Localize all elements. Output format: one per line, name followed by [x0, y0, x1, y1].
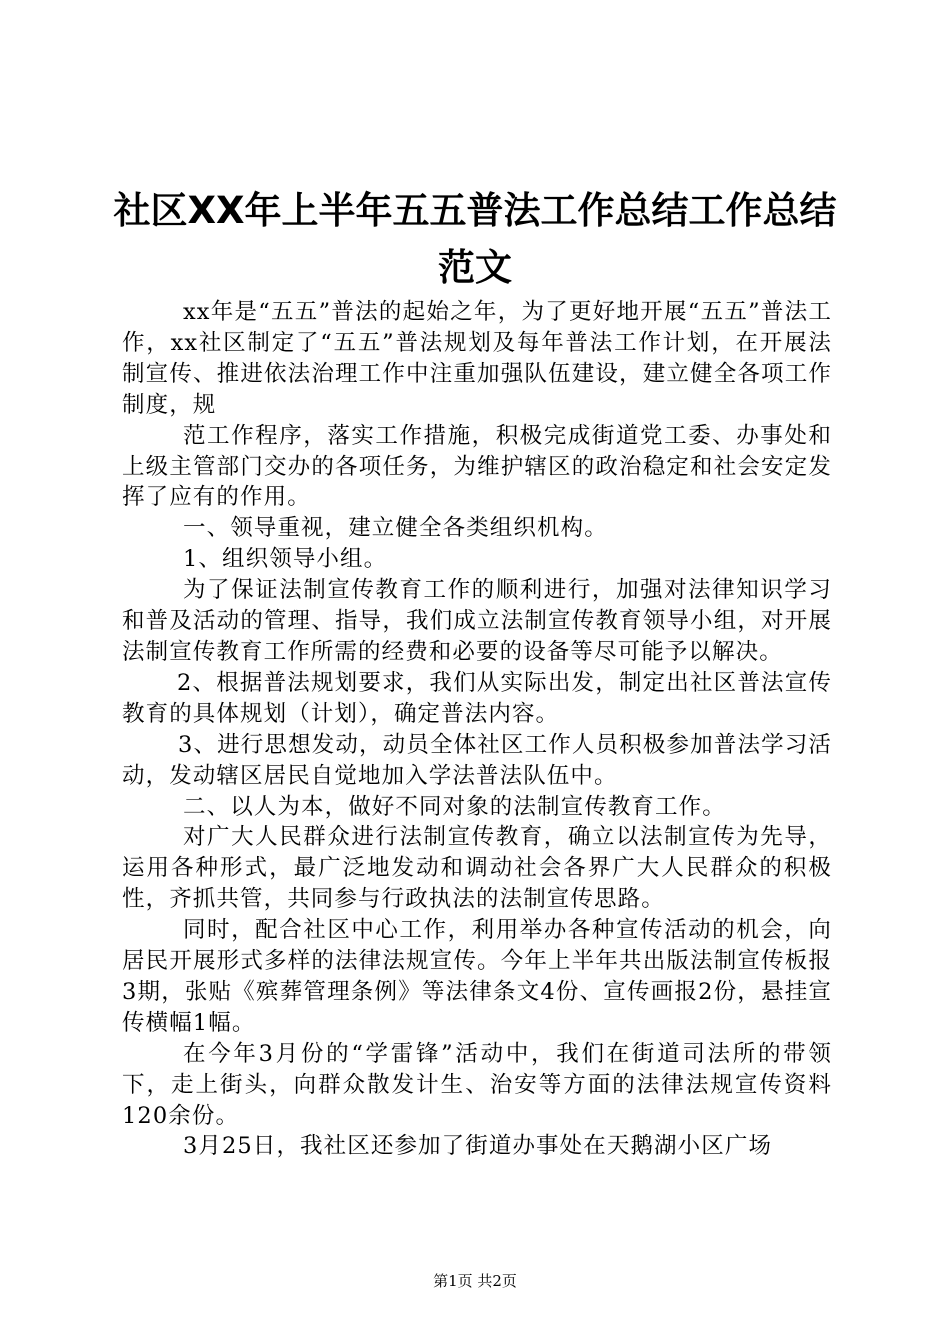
page-footer: 第1页 共2页 — [433, 1272, 517, 1290]
paragraph: 在今年3月份的“学雷锋”活动中，我们在街道司法所的带领下，走上街头，向群众散发计生、治安等方面的法律法规宣传资料120余份。 — [122, 1040, 832, 1129]
paragraph: xx年是“五五”普法的起始之年，为了更好地开展“五五”普法工作，xx社区制定了“五五”普法规划及每年普法工作计划，在开展法制宣传、推进依法治理工作中注重加强队伍建设，建立健全各项工作制度，规 — [122, 299, 832, 418]
document-body — [122, 297, 832, 1162]
subsection-heading: 1、组织领导小组。 — [183, 546, 388, 573]
paragraph: 2、根据普法规划要求，我们从实际出发，制定出社区普法宣传教育的具体规划（计划），确定普法内容。 — [122, 669, 832, 727]
paragraph: 3、进行思想发动，动员全体社区工作人员积极参加普法学习活动，发动辖区居民自觉地加入学法普法队伍中。 — [122, 731, 832, 789]
paragraph: 为了保证法制宣传教育工作的顺利进行，加强对法律知识学习和普及活动的管理、指导，我们成立法制宣传教育领导小组，对开展法制宣传教育工作所需的经费和必要的设备等尽可能予以解决。 — [122, 577, 832, 665]
document-title-line2: 范文 — [438, 246, 512, 289]
section-heading: 一、领导重视，建立健全各类组织机构。 — [183, 515, 608, 542]
paragraph: 对广大人民群众进行法制宣传教育，确立以法制宣传为先导，运用各种形式，最广泛地发动和调动社会各界广大人民群众的积极性，齐抓共管，共同参与行政执法的法制宣传思路。 — [122, 824, 832, 913]
document-title-line1: 社区XX年上半年五五普法工作总结工作总结 — [113, 189, 837, 232]
section-heading: 二、以人为本，做好不同对象的法制宣传教育工作。 — [183, 793, 726, 820]
paragraph: 同时，配合社区中心工作，利用举办各种宣传活动的机会，向居民开展形式多样的法律法规宣传。今年上半年共出版法制宣传板报3期，张贴《殡葬管理条例》等法律条文4份、宣传画报2份，悬挂宣传横幅1幅。 — [122, 917, 832, 1036]
paragraph: 3月25日，我社区还参加了街道办事处在天鹅湖小区广场 — [183, 1133, 773, 1160]
paragraph: 范工作程序，落实工作措施，积极完成街道党工委、办事处和上级主管部门交办的各项任务，为维护辖区的政治稳定和社会安定发挥了应有的作用。 — [122, 422, 832, 511]
